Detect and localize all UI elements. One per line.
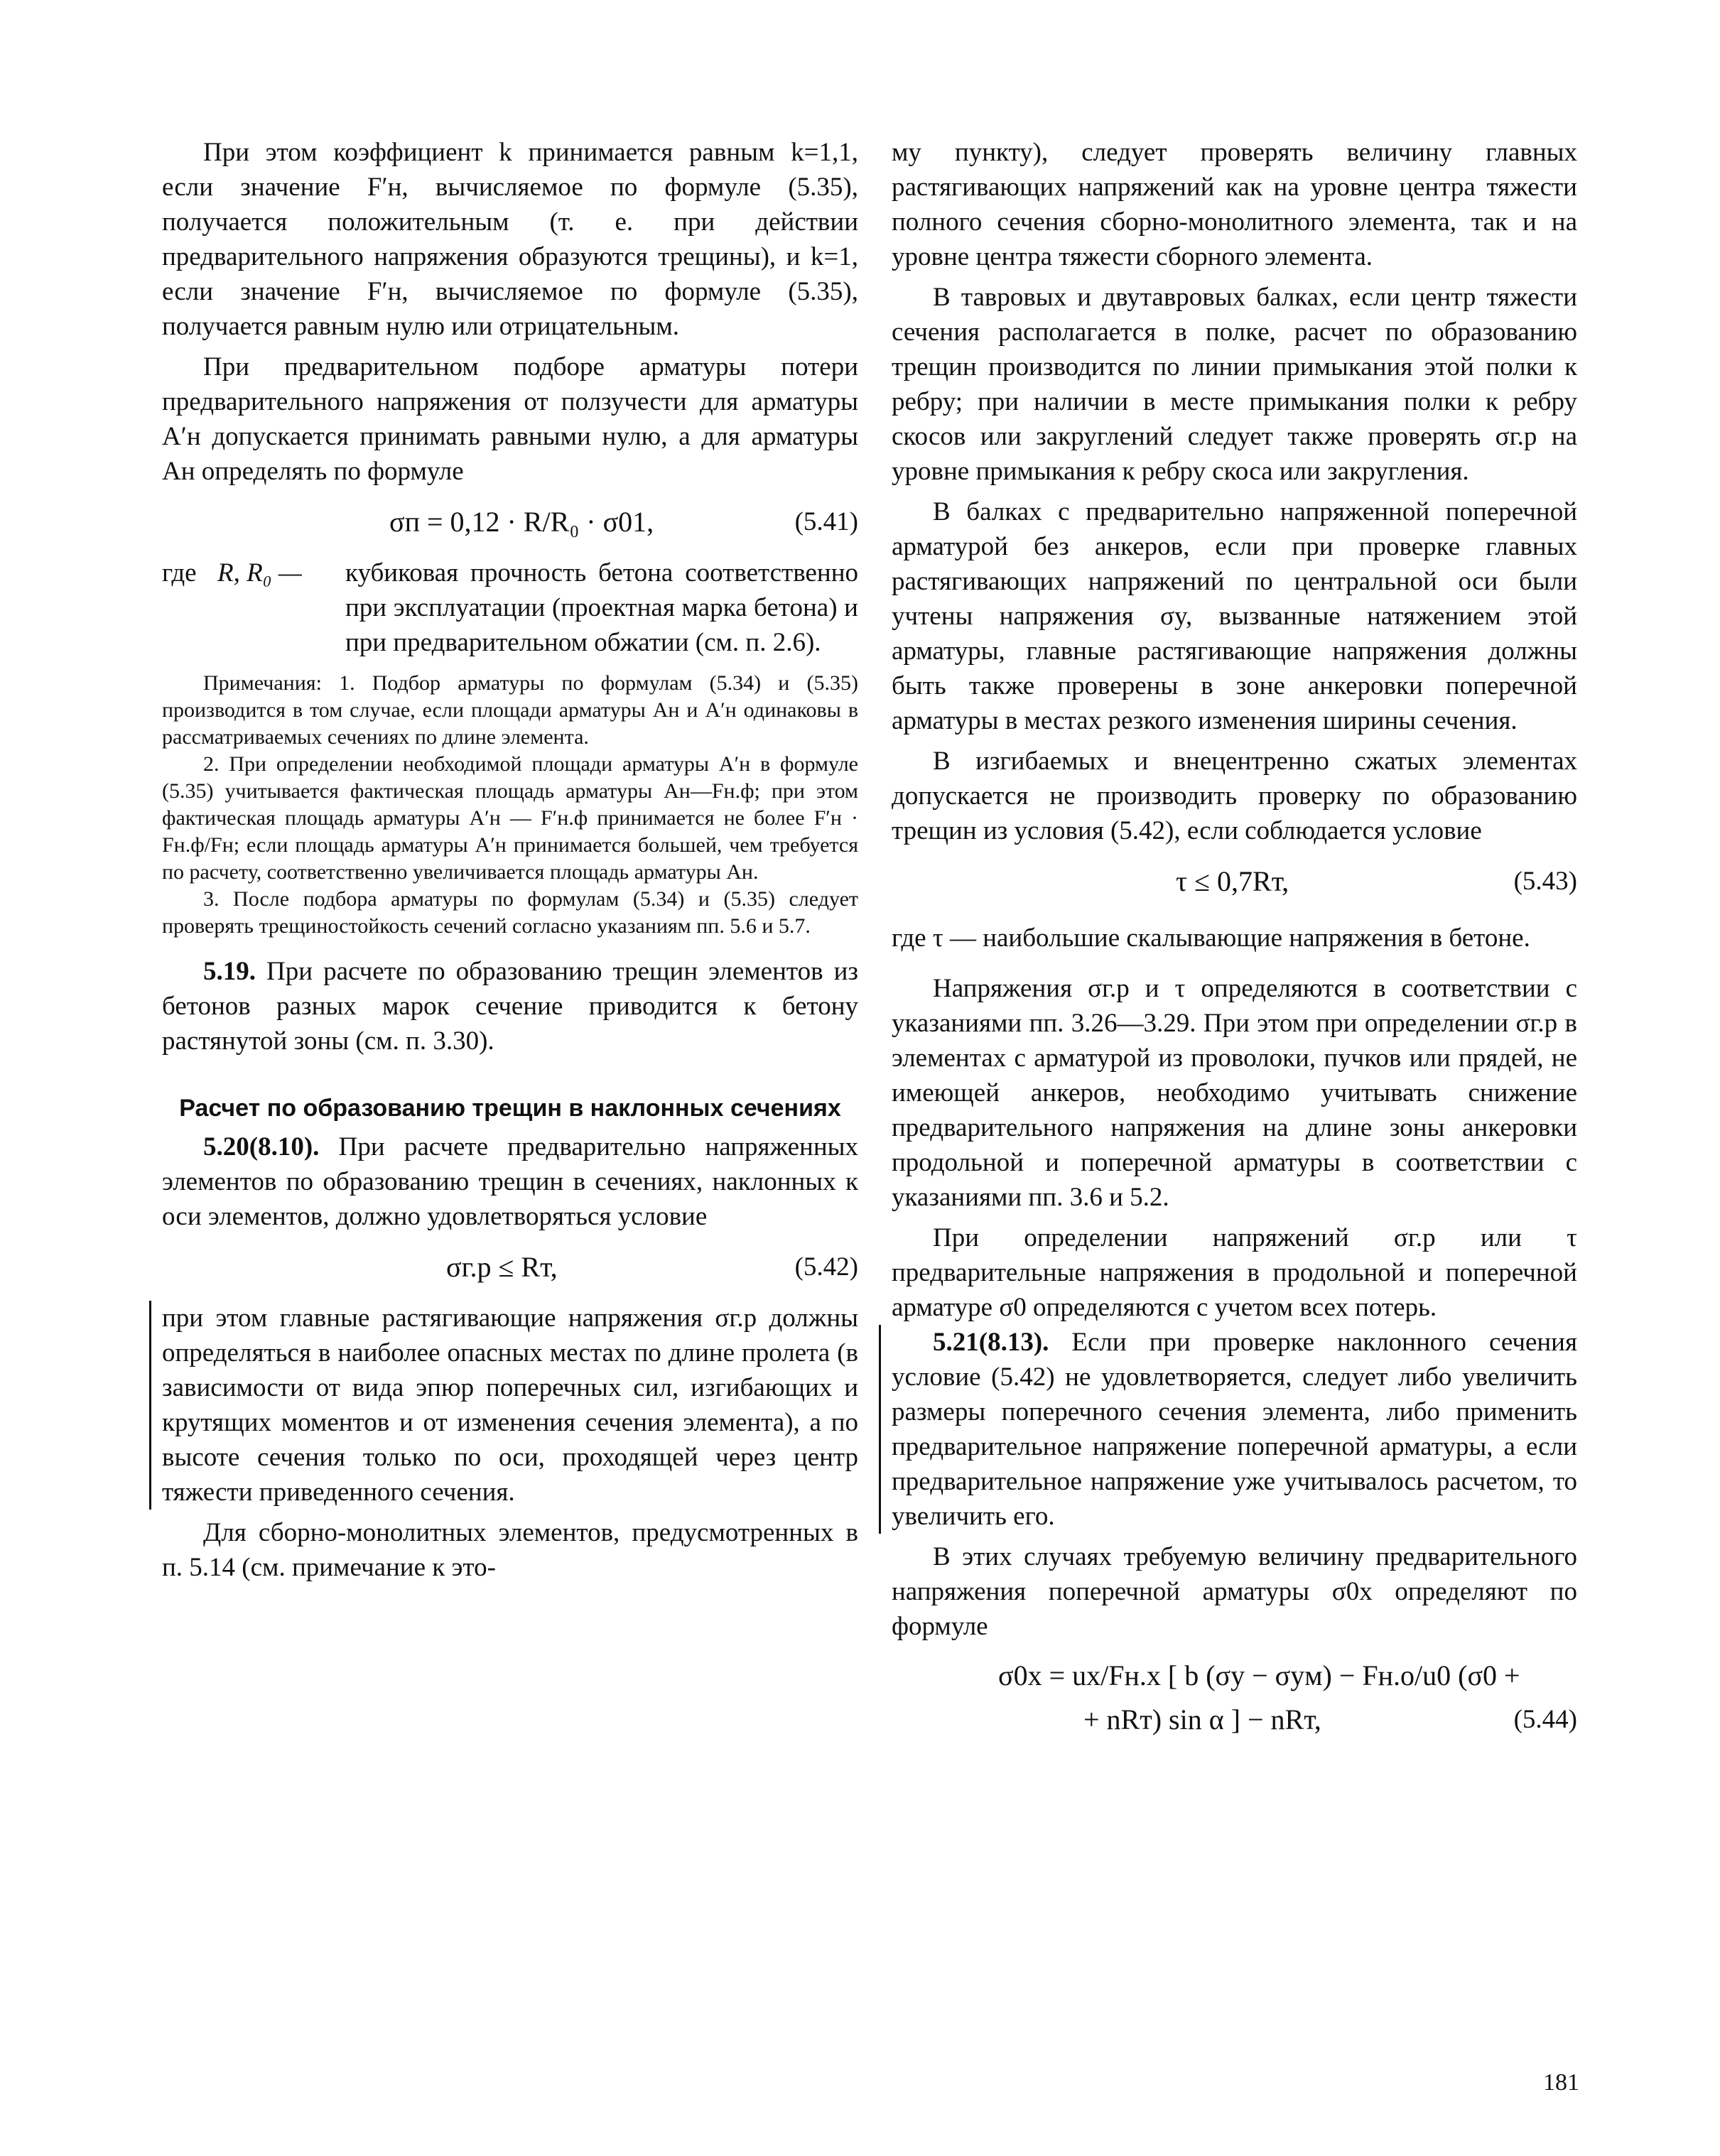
left-column [162, 135, 858, 1585]
paragraph-coefficient-k: При этом коэффициент k принимается равным k=1,1, если значение F′н, вычисляемое по формуле (5.35), получается положительным (т. е. при действии предварительного напряжения образуются трещины), и k=1, если значение F′н, вычисляемое по формуле (5.35), получается равным нулю или отрицательным. [162, 138, 858, 341]
formula-5-42 [162, 1242, 858, 1292]
section-5-19-number: 5.19. [203, 957, 256, 986]
formula-5-42-expression: σг.р ≤ Rт, [446, 1251, 558, 1283]
section-5-20-text: При расчете предварительно напряженных элементов по образованию трещин в сечениях, наклонных к оси элементов, должно удовлетворяться условие [162, 1132, 858, 1231]
formula-5-43-number: (5.43) [1513, 867, 1577, 896]
section-5-21-number: 5.21(8.13). [933, 1328, 1049, 1357]
formula-5-44-line-2-expression: + nRт) sin α ] − nRт, [1083, 1703, 1321, 1735]
paragraph-all-losses: При определении напряжений σг.р или τ предварительные напряжения в продольной и поперечной арматуре σ0 определяются с учетом всех потерь. [892, 1223, 1577, 1322]
formula-5-44-number: (5.44) [1513, 1705, 1577, 1734]
where-clause [162, 556, 858, 660]
section-5-20-intro [162, 1130, 858, 1234]
formula-5-41 [162, 497, 858, 547]
paragraph-creep-losses: При предварительном подборе арматуры потери предварительного напряжения от ползучести для арматуры A′н допускается принимать равными нулю, а для арматуры Aн определять по формуле [162, 352, 858, 486]
right-column [892, 135, 1577, 1742]
where-symbols: R, R₀ — [217, 558, 302, 587]
note-3: 3. После подбора арматуры по формулам (5.34) и (5.35) следует проверять трещиностойкость сечений согласно указаниям пп. 5.6 и 5.7. [162, 887, 858, 938]
formula-5-41-expression: σп = 0,12 · R/R₀ · σ01, [389, 506, 654, 538]
paragraph-precast-monolithic: Для сборно-монолитных элементов, предусмотренных в п. 5.14 (см. примечание к это- [162, 1518, 858, 1582]
formula-5-44-line-1: σ0x = uх/Fн.х [ b (σy − σyм) − Fн.о/u0 (σ0 + [998, 1659, 1520, 1691]
formula-5-44 [892, 1654, 1577, 1742]
section-5-20-number: 5.20(8.10). [203, 1132, 320, 1161]
paragraph-transverse-reinforcement: В балках с предварительно напряженной поперечной арматурой без анкеров, если при проверке главных растягивающих напряжений по центральной оси были учтены напряжения σy, вызванные натяжением этой арматуры, главные растягивающие напряжения должны быть также проверены в зоне анкеровки поперечной арматуры в местах резкого изменения ширины сечения. [892, 497, 1577, 735]
section-5-21 [879, 1325, 1577, 1534]
paragraph-required-prestress: В этих случаях требуемую величину предварительного напряжения поперечной арматуры σ0x определяют по формуле [892, 1542, 1577, 1641]
formula-5-44-line-2 [892, 1698, 1577, 1742]
section-5-21-paragraph [892, 1325, 1577, 1534]
paragraph-t-beams: В тавровых и двутавровых балках, если центр тяжести сечения располагается в полке, расчет по образованию трещин производится по линии примыкания этой полки к ребру; при наличии в месте примыкания полки к ребру скосов или закруглений следует также проверять σг.р на уровне примыкания к ребру скоса или закругления. [892, 283, 1577, 486]
section-5-21-text: Если при проверке наклонного сечения условие (5.42) не удовлетворяется, следует либо увеличить размеры поперечного сечения элемента, либо применить предварительное напряжение поперечной арматуры, а если предварительное напряжение уже учитывалось расчетом, то увеличить его. [892, 1328, 1577, 1531]
notes-block [162, 670, 858, 940]
paragraph-stress-determination: Напряжения σг.р и τ определяются в соответствии с указаниями пп. 3.26—3.29. При этом при определении σг.р в элементах с арматурой из проволоки, пучков или прядей, не имеющей анкеров, необходимо учитывать снижение предварительного напряжения на длине зоны анкеровки продольной и поперечной арматуры в соответствии с указаниями пп. 3.6 и 5.2. [892, 974, 1577, 1212]
page-number: 181 [1543, 2069, 1579, 2096]
formula-5-42-number: (5.42) [794, 1252, 858, 1282]
where-definition: кубиковая прочность бетона соответственно при эксплуатации (проектная марка бетона) и при предварительном обжатии (см. п. 2.6). [345, 558, 858, 657]
formula-5-43-expression: τ ≤ 0,7Rт, [1176, 865, 1289, 897]
section-heading: Расчет по образованию трещин в наклонных сечениях [179, 1095, 841, 1122]
paragraph-shear-stresses: где τ — наибольшие скалывающие напряжения в бетоне. [892, 923, 1530, 953]
section-5-19-text: При расчете по образованию трещин элементов из бетонов разных марок сечение приводится к бетону растянутой зоны (см. п. 3.30). [162, 957, 858, 1056]
where-label: где [162, 558, 197, 587]
section-5-19 [162, 954, 858, 1058]
note-1: Примечания: 1. Подбор арматуры по формулам (5.34) и (5.35) производится в том случае, если площади арматуры Aн и A′н одинаковы в рассматриваемых сечениях по длине элемента. [162, 671, 858, 749]
formula-5-41-number: (5.41) [794, 507, 858, 536]
paragraph-continuation: му пункту), следует проверять величину главных растягивающих напряжений как на уровне центра тяжести полного сечения сборно-монолитного элемента, так и на уровне центра тяжести сборного элемента. [892, 138, 1577, 271]
paragraph-principal-stresses: при этом главные растягивающие напряжения σг.р должны определяться в наиболее опасных местах по длине пролета (в зависимости от вида эпюр поперечных сил, изгибающих и крутящих моментов и от изменения сечения элемента), а по высоте сечения только по оси, проходящей через центр тяжести приведенного сечения. [149, 1301, 858, 1510]
paragraph-bending-elements: В изгибаемых и внецентренно сжатых элементах допускается не производить проверку по образованию трещин из условия (5.42), если соблюдается условие [892, 747, 1577, 845]
note-2: 2. При определении необходимой площади арматуры A′н в формуле (5.35) учитывается фактическая площадь арматуры Aн—Fн.ф; при этом фактическая площадь арматуры A′н — F′н.ф принимается не более F′н · Fн.ф/Fн; если площадь арматуры A′н принимается большей, чем требуется по расчету, соответственно увеличивается площадь арматуры Aн. [162, 752, 858, 884]
formula-5-43 [892, 857, 1577, 906]
